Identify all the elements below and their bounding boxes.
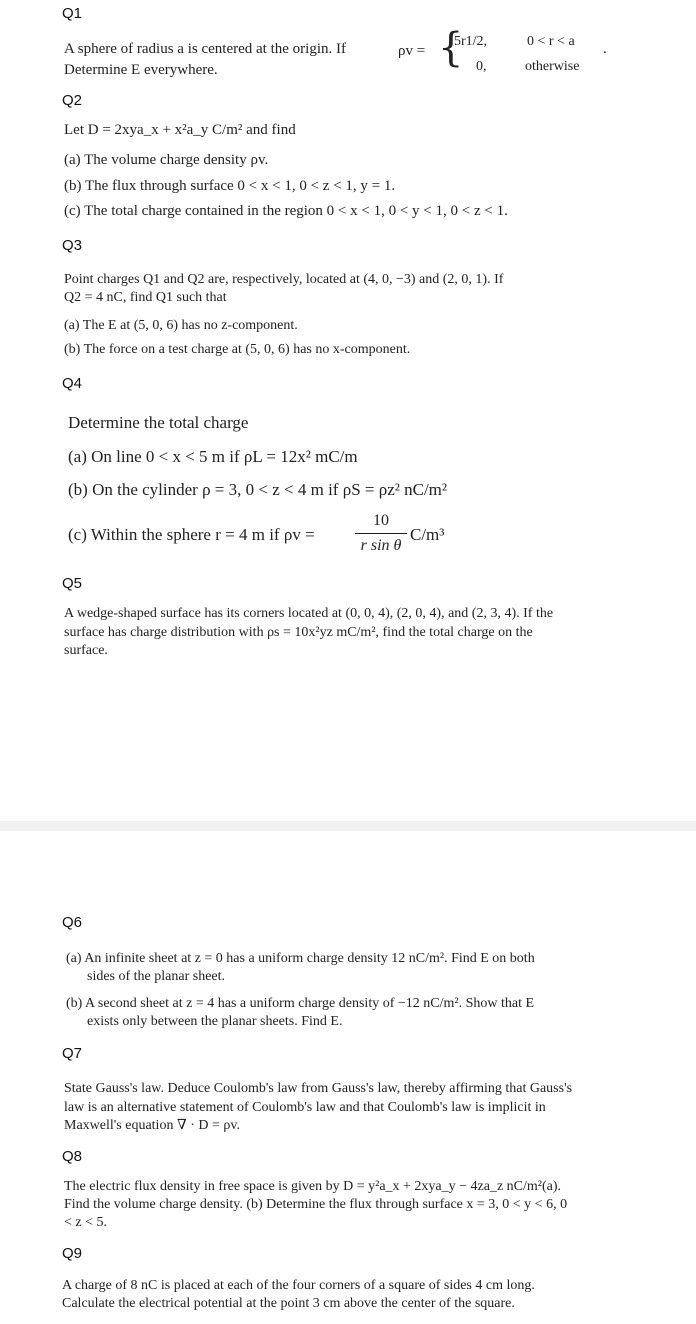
q7-line3: Maxwell's equation ∇ · D = ρv. [64,1118,240,1133]
q1-case2-cond: otherwise [525,59,580,74]
q1-text-line1: A sphere of radius a is centered at the origin. If [64,41,346,57]
q6-heading: Q6 [62,914,83,931]
q3-part-a: (a) The E at (5, 0, 6) has no z-component. [64,318,298,333]
q4-fraction-bar [355,533,407,534]
q8-line2: Find the volume charge density. (b) Determine the flux through surface x = 3, 0 < y < 6, 0 [64,1197,568,1212]
q4-intro: Determine the total charge [68,413,249,432]
q4-part-c-prefix: (c) Within the sphere r = 4 m if ρv = [68,525,315,544]
q1-brace-icon: { [438,25,464,71]
q2-intro: Let D = 2xya_x + x²a_y C/m² and find [64,122,296,138]
q3-line1: Point charges Q1 and Q2 are, respectively, located at (4, 0, −3) and (2, 0, 1). If [64,272,504,287]
q4-part-b: (b) On the cylinder ρ = 3, 0 < z < 4 m if ρS = ρz² nC/m² [68,480,447,499]
q9-heading: Q9 [62,1245,83,1262]
q5-line3: surface. [64,643,108,658]
q7-line1: State Gauss's law. Deduce Coulomb's law from Gauss's law, thereby affirming that Gauss's [64,1081,573,1096]
q4-part-a: (a) On line 0 < x < 5 m if ρL = 12x² mC/m [68,447,358,466]
q5-line1: A wedge-shaped surface has its corners located at (0, 0, 4), (2, 0, 4), and (2, 3, 4). If the [64,606,554,621]
q4-part-c-numerator: 10 [373,512,389,529]
q3-heading: Q3 [62,237,83,254]
q7-line2: law is an alternative statement of Coulomb's law and that Coulomb's law is implicit in [64,1100,546,1115]
page-separator [0,821,696,831]
q1-heading: Q1 [62,5,83,22]
q4-part-c-unit: C/m³ [410,525,445,544]
q3-part-b: (b) The force on a test charge at (5, 0, 6) has no x-component. [64,342,411,357]
q2-part-c: (c) The total charge contained in the region 0 < x < 1, 0 < y < 1, 0 < z < 1. [64,203,508,219]
q4-heading: Q4 [62,375,83,392]
q1-text-line2: Determine E everywhere. [64,62,218,78]
q8-line1: The electric flux density in free space is given by D = y²a_x + 2xya_y − 4za_z nC/m²(a). [64,1179,562,1194]
q2-part-a: (a) The volume charge density ρv. [64,152,269,168]
q6-part-b-line2: exists only between the planar sheets. Find E. [87,1014,343,1029]
q1-case1-value: 5r1/2, [454,34,488,49]
q9-line1: A charge of 8 nC is placed at each of the four corners of a square of sides 4 cm long. [62,1278,535,1293]
q1-rho-label: ρv = [398,43,426,59]
q2-part-b: (b) The flux through surface 0 < x < 1, 0 < z < 1, y = 1. [64,178,396,194]
q8-line3: < z < 5. [64,1215,108,1230]
q4-part-c-denominator: r sin θ [360,537,402,554]
q6-part-a-line1: (a) An infinite sheet at z = 0 has a uniform charge density 12 nC/m². Find E on both [66,951,535,966]
q5-line2: surface has charge distribution with ρs = 10x²yz mC/m², find the total charge on the [64,625,533,640]
q8-heading: Q8 [62,1148,83,1165]
q1-case1-cond: 0 < r < a [527,34,575,49]
q7-heading: Q7 [62,1045,83,1062]
q2-heading: Q2 [62,92,83,109]
q6-part-b-line1: (b) A second sheet at z = 4 has a uniform charge density of −12 nC/m². Show that E [66,996,535,1011]
q6-part-a-line2: sides of the planar sheet. [87,969,226,984]
q1-trailing-dot: . [603,41,607,57]
q9-line2: Calculate the electrical potential at the point 3 cm above the center of the square. [62,1296,515,1311]
q1-case2-value: 0, [476,59,487,74]
q5-heading: Q5 [62,575,83,592]
q3-line2: Q2 = 4 nC, find Q1 such that [64,290,227,305]
